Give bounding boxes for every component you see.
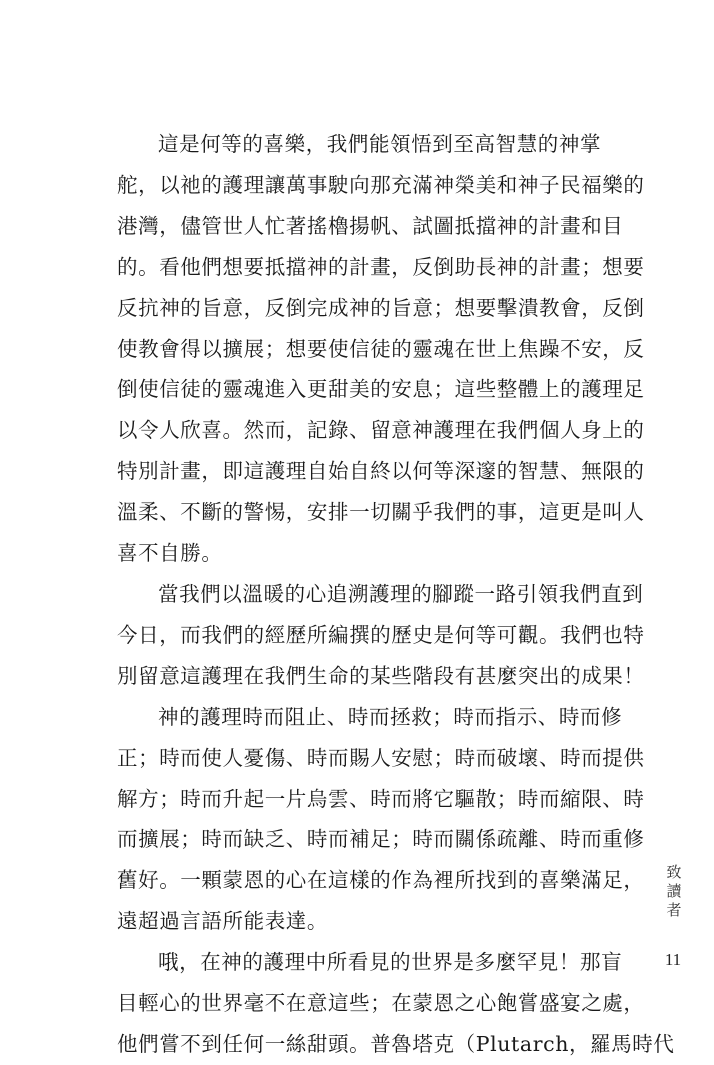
text-line: 喜不自勝。 — [117, 541, 223, 566]
text-line: 反抗神的旨意，反倒完成神的旨意；想要擊潰教會，反倒 — [117, 295, 645, 320]
paragraph-3 — [117, 697, 645, 942]
text-line: 當我們以溫暖的心追溯護理的腳蹤一路引領我們直到 — [158, 581, 644, 606]
text-line: 正；時而使人憂傷、時而賜人安慰；時而破壞、時而提供 — [117, 745, 645, 770]
text-line: 遠超過言語所能表達。 — [117, 909, 328, 934]
side-label-char: 者 — [666, 901, 682, 919]
text-line: 舵，以祂的護理讓萬事駛向那充滿神榮美和神子民福樂的 — [117, 172, 645, 197]
side-label-char: 讀 — [666, 882, 682, 900]
text-line: 這是何等的喜樂，我們能領悟到至高智慧的神掌 — [158, 132, 602, 156]
text-line: 而擴展；時而缺乏、時而補足；時而關係疏離、時而重修 — [117, 827, 645, 852]
text-line: 別留意這護理在我們生命的某些階段有甚麼突出的成果！ — [117, 663, 645, 688]
text-line: 目輕心的世界毫不在意這些；在蒙恩之心飽嘗盛宴之處， — [117, 991, 645, 1016]
text-line: 使教會得以擴展；想要使信徒的靈魂在世上焦躁不安，反 — [117, 336, 645, 361]
paragraph-2 — [117, 574, 645, 697]
text-line: 倒使信徒的靈魂進入更甜美的安息；這些整體上的護理足 — [117, 377, 645, 402]
text-line: 解方；時而升起一片烏雲、時而將它驅散；時而縮限、時 — [117, 786, 645, 811]
text-line: 以令人欣喜。然而，記錄、留意神護理在我們個人身上的 — [117, 418, 645, 443]
text-line: 舊好。一顆蒙恩的心在這樣的作為裡所找到的喜樂滿足， — [117, 868, 645, 893]
text-line: 的。看他們想要抵擋神的計畫，反倒助長神的計畫；想要 — [117, 254, 645, 279]
text-line: 溫柔、不斷的警惕，安排一切關乎我們的事，這更是叫人 — [117, 500, 645, 525]
text-line: 神的護理時而阻止、時而拯救；時而指示、時而修 — [158, 704, 623, 729]
text-line: 今日，而我們的經歷所編撰的歷史是何等可觀。我們也特 — [117, 622, 645, 647]
text-line: 港灣，儘管世人忙著搖櫓揚帆、試圖抵擋神的計畫和目 — [117, 213, 624, 238]
section-side-label — [664, 863, 684, 920]
page-number: 11 — [664, 950, 682, 969]
text-line: 哦，在神的護理中所看見的世界是多麼罕見！那盲 — [158, 950, 623, 975]
text-line: 特別計畫，即這護理自始自終以何等深邃的智慧、無限的 — [117, 459, 645, 484]
paragraph-1 — [117, 124, 645, 574]
text-line: 他們嘗不到任何一絲甜頭。普魯塔克（Plutarch，羅馬時代 — [117, 1031, 675, 1056]
side-label-char: 致 — [666, 863, 682, 881]
